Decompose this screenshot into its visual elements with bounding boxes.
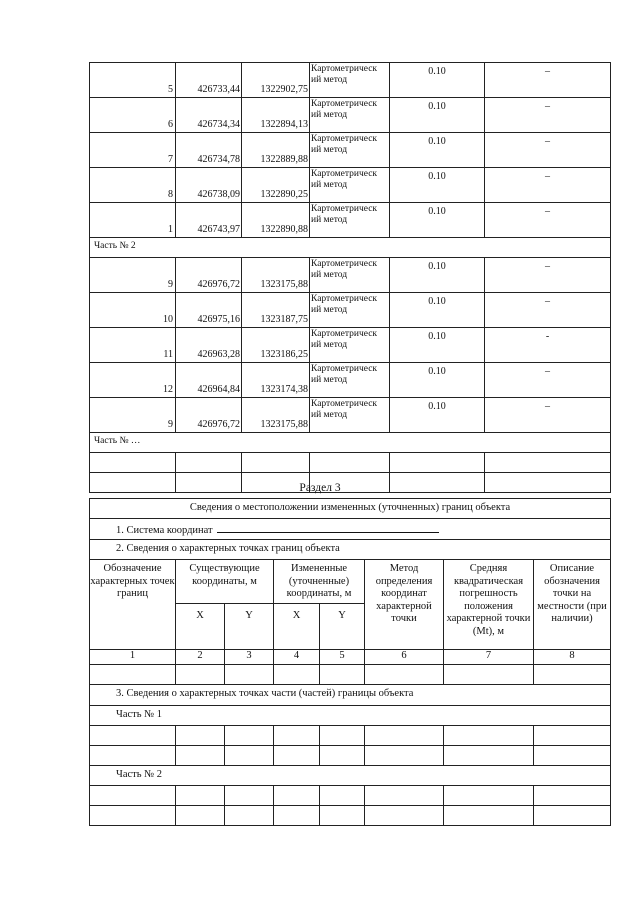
- changed-boundaries-table: [89, 498, 611, 826]
- column-number: 7: [444, 650, 534, 665]
- empty-row: [90, 806, 611, 826]
- method-cell: [310, 328, 390, 363]
- part-n-label: Часть № …: [90, 433, 611, 453]
- coord-y: 1322890,88: [242, 203, 310, 238]
- table-row: [90, 203, 611, 238]
- coord-x: 426963,28: [176, 328, 242, 363]
- description-value: –: [485, 168, 611, 203]
- method-line: Картометрическ: [311, 169, 378, 179]
- table-row: [90, 398, 611, 433]
- point-number: 5: [90, 63, 176, 98]
- point-number: 7: [90, 133, 176, 168]
- method-line: ий метод: [311, 74, 348, 85]
- point-number: 1: [90, 203, 176, 238]
- description-value: –: [485, 98, 611, 133]
- column-number: 1: [90, 650, 176, 665]
- col-header-x: X: [176, 604, 225, 650]
- column-number: 5: [320, 650, 365, 665]
- table-row: [90, 98, 611, 133]
- table-row: [90, 328, 611, 363]
- description-value: –: [485, 363, 611, 398]
- method-cell: [310, 293, 390, 328]
- method-cell: [310, 363, 390, 398]
- coord-x: 426976,72: [176, 398, 242, 433]
- col-header-changed-coords: Измененные (уточненные) координаты, м: [274, 560, 365, 604]
- description-value: –: [485, 293, 611, 328]
- method-line: ий метод: [311, 409, 348, 420]
- coord-x: 426975,16: [176, 293, 242, 328]
- method-line: ий метод: [311, 339, 348, 350]
- coordinates-table: [89, 62, 611, 493]
- method-cell: [310, 203, 390, 238]
- method-cell: [310, 258, 390, 293]
- coord-y: 1323175,88: [242, 258, 310, 293]
- coord-system-row: [90, 519, 611, 540]
- coord-y: 1322902,75: [242, 63, 310, 98]
- accuracy-value: 0.10: [390, 293, 485, 328]
- table-row: [90, 168, 611, 203]
- parts-heading: 3. Сведения о характерных точках части (частей) границы объекта: [90, 685, 611, 706]
- coord-system-field[interactable]: [217, 522, 439, 533]
- method-line: ий метод: [311, 214, 348, 225]
- description-value: –: [485, 133, 611, 168]
- coord-y: 1323175,88: [242, 398, 310, 433]
- method-line: Картометрическ: [311, 329, 378, 339]
- empty-row: [90, 786, 611, 806]
- method-line: ий метод: [311, 269, 348, 280]
- point-number: 12: [90, 363, 176, 398]
- description-value: -: [485, 328, 611, 363]
- part-2-label: Часть № 2: [90, 766, 611, 786]
- column-number: 3: [225, 650, 274, 665]
- coord-x: 426743,97: [176, 203, 242, 238]
- col-header-point-designation: Обозначение характерных точек границ: [90, 560, 176, 650]
- accuracy-value: 0.10: [390, 63, 485, 98]
- column-number: 2: [176, 650, 225, 665]
- method-line: ий метод: [311, 374, 348, 385]
- col-header-y: Y: [320, 604, 365, 650]
- accuracy-value: 0.10: [390, 328, 485, 363]
- point-number: 10: [90, 293, 176, 328]
- table-row: [90, 363, 611, 398]
- description-value: –: [485, 398, 611, 433]
- empty-row: [90, 726, 611, 746]
- method-line: Картометрическ: [311, 364, 378, 374]
- method-cell: [310, 98, 390, 133]
- coord-y: 1322889,88: [242, 133, 310, 168]
- description-value: –: [485, 258, 611, 293]
- section-title: Раздел 3: [299, 482, 341, 494]
- method-cell: [310, 63, 390, 98]
- method-line: ий метод: [311, 144, 348, 155]
- method-line: Картометрическ: [311, 99, 378, 109]
- coord-y: 1323186,25: [242, 328, 310, 363]
- coord-system-label: 1. Система координат: [116, 525, 213, 536]
- col-header-existing-coords: Существующие координаты, м: [176, 560, 274, 604]
- table-row: [90, 63, 611, 98]
- points-heading: 2. Сведения о характерных точках границ объекта: [90, 540, 611, 560]
- method-line: Картометрическ: [311, 134, 378, 144]
- empty-row: [90, 453, 611, 473]
- coord-y: 1322890,25: [242, 168, 310, 203]
- method-line: Картометрическ: [311, 64, 378, 74]
- table-row: [90, 293, 611, 328]
- table-row: [90, 258, 611, 293]
- accuracy-value: 0.10: [390, 398, 485, 433]
- point-number: 11: [90, 328, 176, 363]
- accuracy-value: 0.10: [390, 258, 485, 293]
- coord-y: 1323187,75: [242, 293, 310, 328]
- empty-row: [90, 665, 611, 685]
- method-line: ий метод: [311, 304, 348, 315]
- method-line: Картометрическ: [311, 399, 378, 409]
- method-cell: [310, 398, 390, 433]
- coord-y: 1323174,38: [242, 363, 310, 398]
- description-value: –: [485, 203, 611, 238]
- accuracy-value: 0.10: [390, 363, 485, 398]
- empty-row: [90, 746, 611, 766]
- coord-x: 426734,34: [176, 98, 242, 133]
- description-value: –: [485, 63, 611, 98]
- col-header-y: Y: [225, 604, 274, 650]
- coord-x: 426976,72: [176, 258, 242, 293]
- section-heading: Сведения о местоположении измененных (уточненных) границ объекта: [90, 499, 611, 519]
- column-number: 8: [534, 650, 611, 665]
- coord-x: 426733,44: [176, 63, 242, 98]
- coord-x: 426964,84: [176, 363, 242, 398]
- accuracy-value: 0.10: [390, 133, 485, 168]
- accuracy-value: 0.10: [390, 203, 485, 238]
- method-line: ий метод: [311, 179, 348, 190]
- accuracy-value: 0.10: [390, 168, 485, 203]
- method-line: Картометрическ: [311, 259, 378, 269]
- column-number: 6: [365, 650, 444, 665]
- table-row: [90, 133, 611, 168]
- part-2-label: Часть № 2: [90, 238, 611, 258]
- method-line: ий метод: [311, 109, 348, 120]
- coord-x: 426738,09: [176, 168, 242, 203]
- col-header-method: Метод определения координат характерной точки: [365, 560, 444, 650]
- point-number: 9: [90, 258, 176, 293]
- coord-y: 1322894,13: [242, 98, 310, 133]
- col-header-accuracy: Средняя квадратическая погрешность положения характерной точки (Mt), м: [444, 560, 534, 650]
- accuracy-value: 0.10: [390, 98, 485, 133]
- method-line: Картометрическ: [311, 294, 378, 304]
- part-1-label: Часть № 1: [90, 706, 611, 726]
- coord-x: 426734,78: [176, 133, 242, 168]
- column-number: 4: [274, 650, 320, 665]
- col-header-description: Описание обозначения точки на местности (при наличии): [534, 560, 611, 650]
- point-number: 6: [90, 98, 176, 133]
- col-header-x: X: [274, 604, 320, 650]
- method-cell: [310, 168, 390, 203]
- point-number: 8: [90, 168, 176, 203]
- method-cell: [310, 133, 390, 168]
- method-line: Картометрическ: [311, 204, 378, 214]
- point-number: 9: [90, 398, 176, 433]
